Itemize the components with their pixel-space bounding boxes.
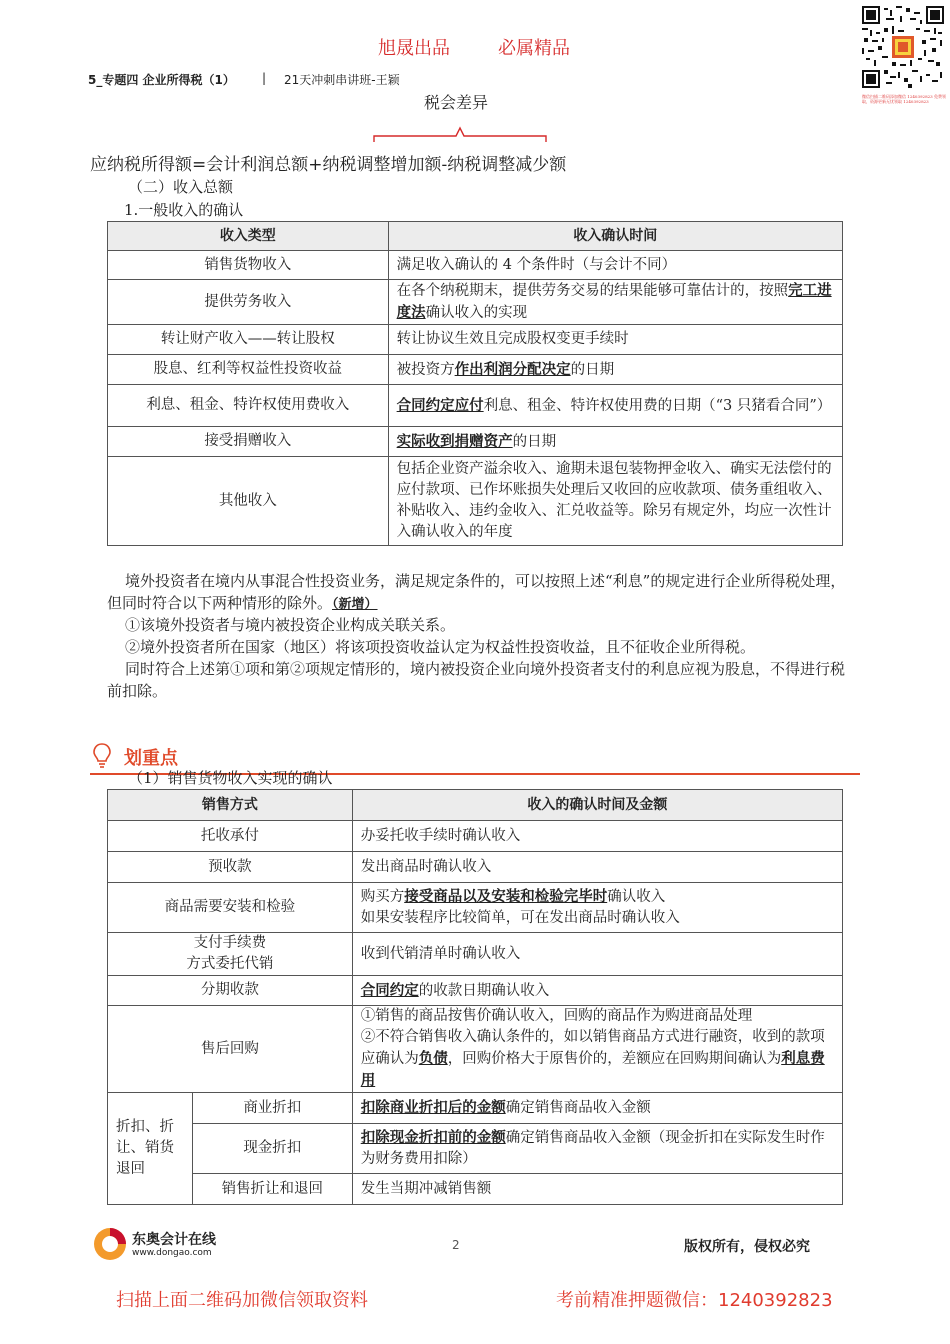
- recognition-time-cell: [388, 427, 842, 457]
- table-row: [108, 427, 843, 457]
- cell-text: 被投资方: [396, 361, 455, 378]
- page-number: 2: [452, 1238, 460, 1252]
- condition-2: ②境外投资者所在国家（地区）将该项投资收益认定为权益性投资收益，且不征收企业所得税。: [125, 638, 756, 656]
- emphasis-text: 利息费用: [360, 1050, 825, 1089]
- col-header-recognition: 收入的确认时间及金额: [352, 790, 842, 821]
- keypoint-label: 划重点: [124, 748, 178, 769]
- income-type-cell: 转让财产收入——转让股权: [108, 325, 389, 355]
- emphasis-text: 实际收到捐赠资产: [396, 432, 513, 450]
- col-header-mode: 销售方式: [108, 790, 353, 821]
- table-row: [108, 852, 843, 883]
- recognition-text-cell: [352, 1124, 842, 1174]
- emphasis-text: 合同约定: [360, 981, 419, 999]
- cell-text: 确认收入: [607, 889, 666, 905]
- cell-text: 利息、租金、特许权使用费的日期（“3 只猪看合同”）: [483, 397, 832, 414]
- sales-mode-cell: 商业折扣: [192, 1093, 352, 1124]
- table-row: [108, 976, 843, 1006]
- table-row: [108, 251, 843, 280]
- cell-text: 发出商品时确认收入: [360, 858, 492, 875]
- income-type-cell: 接受捐赠收入: [108, 427, 389, 457]
- income-type-cell: 其他收入: [108, 457, 389, 546]
- emphasis-text: 扣除现金折扣前的金额: [360, 1129, 506, 1146]
- income-type-cell: 提供劳务收入: [108, 280, 389, 325]
- recognition-time-cell: [388, 280, 842, 325]
- lightbulb-icon: [92, 742, 112, 768]
- cell-text: 的收款日期确认收入: [418, 982, 550, 999]
- table-row: [108, 1174, 843, 1205]
- condition-1: ①该境外投资者与境内被投资企业构成关联关系。: [125, 616, 456, 634]
- cell-text: 收到代销清单时确认收入: [360, 945, 521, 962]
- section-heading: （二）收入总额: [128, 178, 234, 196]
- table-row: [108, 325, 843, 355]
- income-type-cell: 利息、租金、特许权使用费收入: [108, 385, 389, 427]
- emphasis-text: 负债: [418, 1050, 448, 1067]
- sales-mode-cell: 现金折扣: [192, 1124, 352, 1174]
- recognition-text-cell: [352, 1174, 842, 1205]
- recognition-text-cell: [352, 933, 842, 976]
- table-row: [108, 883, 843, 933]
- sales-mode-cell: 托收承付: [108, 821, 353, 852]
- emphasis-text: 扣除商业折扣后的金额: [360, 1099, 506, 1116]
- sales-recognition-table: [107, 789, 843, 1205]
- promo-left: 扫描上面二维码加微信领取资料: [116, 1290, 368, 1311]
- table-row: [108, 385, 843, 427]
- paragraph-conclusion: 同时符合上述第①项和第②项规定情形的，境内被投资企业向境外投资者支付的利息应视为股息，不得进行税前扣除。: [107, 660, 846, 700]
- cell-text: 确定销售商品收入金额: [505, 1100, 651, 1116]
- table-row: [108, 1124, 843, 1174]
- recognition-text-cell: [352, 821, 842, 852]
- table-row: [108, 457, 843, 546]
- logo-url: www.dongao.com: [132, 1248, 212, 1258]
- banner-left: 旭晟出品: [378, 38, 450, 59]
- discount-group-cell: 折扣、折让、销货退回: [108, 1093, 193, 1205]
- cell-text: 包括企业资产溢余收入、逾期未退包装物押金收入、确实无法偿付的应付款项、已作坏账损失处理后又收回的应收款项、债务重组收入、补贴收入、违约金收入、汇兑收益等。除另有规定外，均应一次性计入确认收入的年度: [396, 461, 832, 540]
- col-header-type: 收入类型: [108, 222, 389, 251]
- income-type-cell: 股息、红利等权益性投资收益: [108, 355, 389, 385]
- header-separator: |: [262, 71, 267, 85]
- recognition-text-cell: [352, 852, 842, 883]
- paragraph-text: 境外投资者在境内从事混合性投资业务，满足规定条件的，可以按照上述“利息”的规定进行企业所得税处理，但同时符合以下两种情形的除外。: [107, 572, 846, 612]
- emphasis-text: 接受商品以及安装和检验完毕时: [404, 888, 608, 905]
- cell-text: ②不符合销售收入确认条件的，如以销售商品方式进行融资，收到的款项应确认为: [360, 1029, 825, 1067]
- sales-mode-cell: 支付手续费 方式委托代销: [108, 933, 353, 976]
- cell-text: ①销售的商品按售价确认收入，回购的商品作为购进商品处理: [360, 1008, 753, 1024]
- table-row: [108, 1093, 843, 1124]
- recognition-text-cell: [352, 1006, 842, 1093]
- sales-mode-cell: 售后回购: [108, 1006, 353, 1093]
- cell-text: 转让协议生效且完成股权变更手续时: [396, 331, 629, 347]
- recognition-time-cell: [388, 325, 842, 355]
- diff-label: 税会差异: [424, 93, 489, 112]
- course-name: 21天冲刺串讲班-王颖: [284, 73, 400, 87]
- sales-mode-cell: 分期收款: [108, 976, 353, 1006]
- cell-text: 发生当期冲减销售额: [360, 1180, 492, 1197]
- cell-text: 满足收入确认的 4 个条件时（与会计不同）: [396, 256, 677, 273]
- cell-text: 购买方: [360, 889, 405, 905]
- income-recognition-table: [107, 221, 843, 546]
- keypoint-subheading: （1）销售货物收入实现的确认: [128, 769, 333, 787]
- logo-name: 东奥会计在线: [132, 1232, 216, 1248]
- emphasis-text: 作出利润分配决定: [454, 360, 571, 378]
- cell-text: 如果安装程序比较简单，可在发出商品时确认收入: [360, 910, 680, 926]
- table-row: [108, 821, 843, 852]
- recognition-text-cell: [352, 1093, 842, 1124]
- formula: 应纳税所得额=会计利润总额+纳税调整增加额-纳税调整减少额: [90, 155, 567, 175]
- curly-brace: [372, 126, 548, 144]
- recognition-time-cell: [388, 251, 842, 280]
- recognition-time-cell: [388, 457, 842, 546]
- emphasis-text: 合同约定应付: [396, 396, 484, 414]
- table-row: [108, 933, 843, 976]
- subsection-heading: 1.一般收入的确认: [124, 201, 244, 219]
- qr-code: [862, 6, 944, 88]
- sales-mode-cell: 预收款: [108, 852, 353, 883]
- table-row: [108, 1006, 843, 1093]
- income-type-cell: 销售货物收入: [108, 251, 389, 280]
- cell-text: 确定销售商品收入金额（现金折扣在实际发生时作为财务费用扣除）: [360, 1130, 825, 1167]
- recognition-time-cell: [388, 355, 842, 385]
- paragraph-mixed-investment: [107, 570, 859, 616]
- cell-text: 的日期: [512, 433, 557, 450]
- sales-mode-cell: 商品需要安装和检验: [108, 883, 353, 933]
- copyright: 版权所有，侵权必究: [684, 1239, 810, 1255]
- cell-text: 在各个纳税期末，提供劳务交易的结果能够可靠估计的，按照: [396, 283, 789, 299]
- cell-text: ，回购价格大于原售价的，差额应在回购期间确认为: [447, 1051, 782, 1067]
- recognition-text-cell: [352, 976, 842, 1006]
- doc-title: 5_专题四 企业所得税（1）: [88, 73, 235, 87]
- emphasis-text: 完工进度法: [396, 282, 832, 321]
- col-header-time: 收入确认时间: [388, 222, 842, 251]
- recognition-time-cell: [388, 385, 842, 427]
- cell-text: 的日期: [570, 361, 615, 378]
- qr-note: 微信扫描二维码添加微信 1240392823 免费领取，资源更新无忧领取 1240392823: [862, 94, 946, 104]
- cell-text: 确认收入的实现: [425, 305, 528, 321]
- dongao-logo-icon: [92, 1226, 128, 1262]
- sales-mode-cell: 销售折让和退回: [192, 1174, 352, 1205]
- recognition-text-cell: [352, 883, 842, 933]
- promo-right: 考前精准押题微信：1240392823: [556, 1290, 833, 1311]
- table-row: [108, 280, 843, 325]
- cell-text: 办妥托收手续时确认收入: [360, 827, 521, 844]
- banner-right: 必属精品: [498, 38, 570, 59]
- table-row: [108, 355, 843, 385]
- new-tag: （新增）: [332, 597, 378, 612]
